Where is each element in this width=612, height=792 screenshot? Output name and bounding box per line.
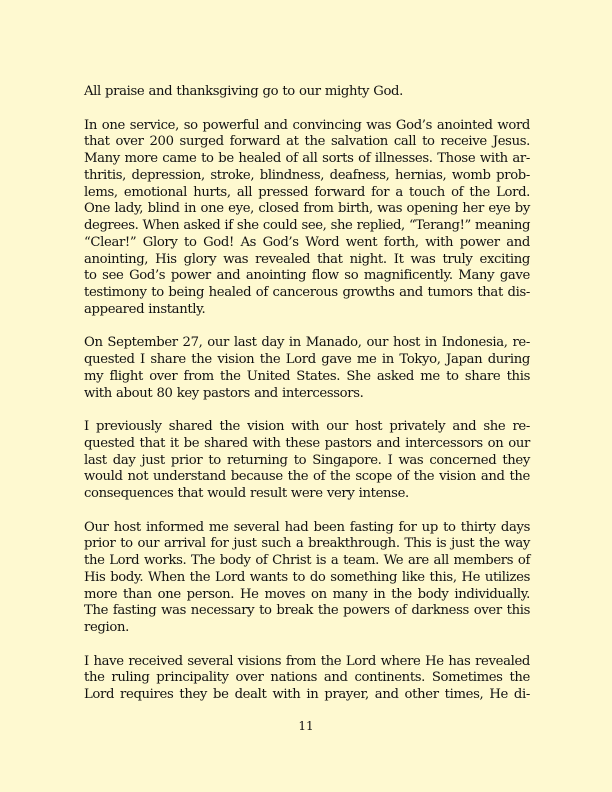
text-line: One lady, blind in one eye, closed from birth, was opening her eye by	[84, 201, 530, 217]
text-line: His body. When the Lord wants to do something like this, He utilizes	[84, 569, 530, 585]
paragraph	[84, 84, 530, 101]
text-line: thritis, depression, stroke, blindness, deafness, hernias, womb prob-	[84, 167, 530, 183]
paragraph	[84, 118, 530, 319]
document-body	[84, 84, 530, 721]
text-line: Our host informed me several had been fasting for up to thirty days	[84, 519, 530, 535]
text-line: All praise and thanksgiving go to our mighty God.	[84, 84, 403, 99]
text-line: the ruling principality over nations and continents. Sometimes the	[84, 670, 530, 686]
text-line: last day just prior to returning to Singapore. I was concerned they	[84, 452, 530, 468]
text-line: degrees. When asked if she could see, she replied, “Terang!” meaning	[84, 218, 530, 233]
text-line: would not understand because the of the scope of the vision and the	[84, 469, 530, 485]
paragraph	[84, 520, 530, 637]
text-line: region.	[84, 620, 129, 635]
text-line: On September 27, our last day in Manado, our host in Indonesia, re-	[84, 335, 530, 351]
text-line: quested that it be shared with these pastors and intercessors on our	[84, 435, 530, 451]
text-line: I previously shared the vision with our host privately and she re-	[84, 419, 530, 434]
text-line: I have received several visions from the Lord where He has revealed	[84, 653, 530, 669]
paragraph	[84, 654, 530, 704]
text-line: with about 80 key pastors and intercessors.	[84, 385, 364, 401]
paragraph	[84, 335, 530, 402]
text-line: to see God’s power and anointing flow so magnificently. Many gave	[84, 268, 530, 284]
text-line: the Lord works. The body of Christ is a team. We are all members of	[84, 553, 530, 568]
text-line: Many more came to be healed of all sorts of illnesses. Those with ar-	[84, 151, 530, 166]
text-line: “Clear!” Glory to God! As God’s Word went forth, with power and	[84, 234, 530, 250]
paragraph	[84, 419, 530, 503]
text-line: appeared instantly.	[84, 301, 206, 317]
text-line: my flight over from the United States. She asked me to share this	[84, 368, 530, 384]
text-line: prior to our arrival for just such a breakthrough. This is just the way	[84, 536, 530, 552]
text-line: that over 200 surged forward at the salvation call to receive Jesus.	[84, 134, 530, 150]
text-line: The fasting was necessary to break the powers of darkness over this	[84, 603, 530, 619]
page-number: 11	[298, 719, 314, 733]
text-line: testimony to being healed of cancerous growths and tumors that dis-	[84, 285, 530, 300]
text-line: anointing, His glory was revealed that night. It was truly exciting	[84, 251, 530, 267]
text-line: lems, emotional hurts, all pressed forward for a touch of the Lord.	[84, 184, 530, 200]
text-line: quested I share the vision the Lord gave me in Tokyo, Japan during	[84, 352, 530, 367]
text-line: Lord requires they be dealt with in prayer, and other times, He di-	[84, 687, 530, 702]
text-line: more than one person. He moves on many in the body individually.	[84, 586, 530, 602]
text-line: In one service, so powerful and convincing was God’s anointed word	[84, 117, 530, 133]
text-line: consequences that would result were very intense.	[84, 486, 409, 501]
